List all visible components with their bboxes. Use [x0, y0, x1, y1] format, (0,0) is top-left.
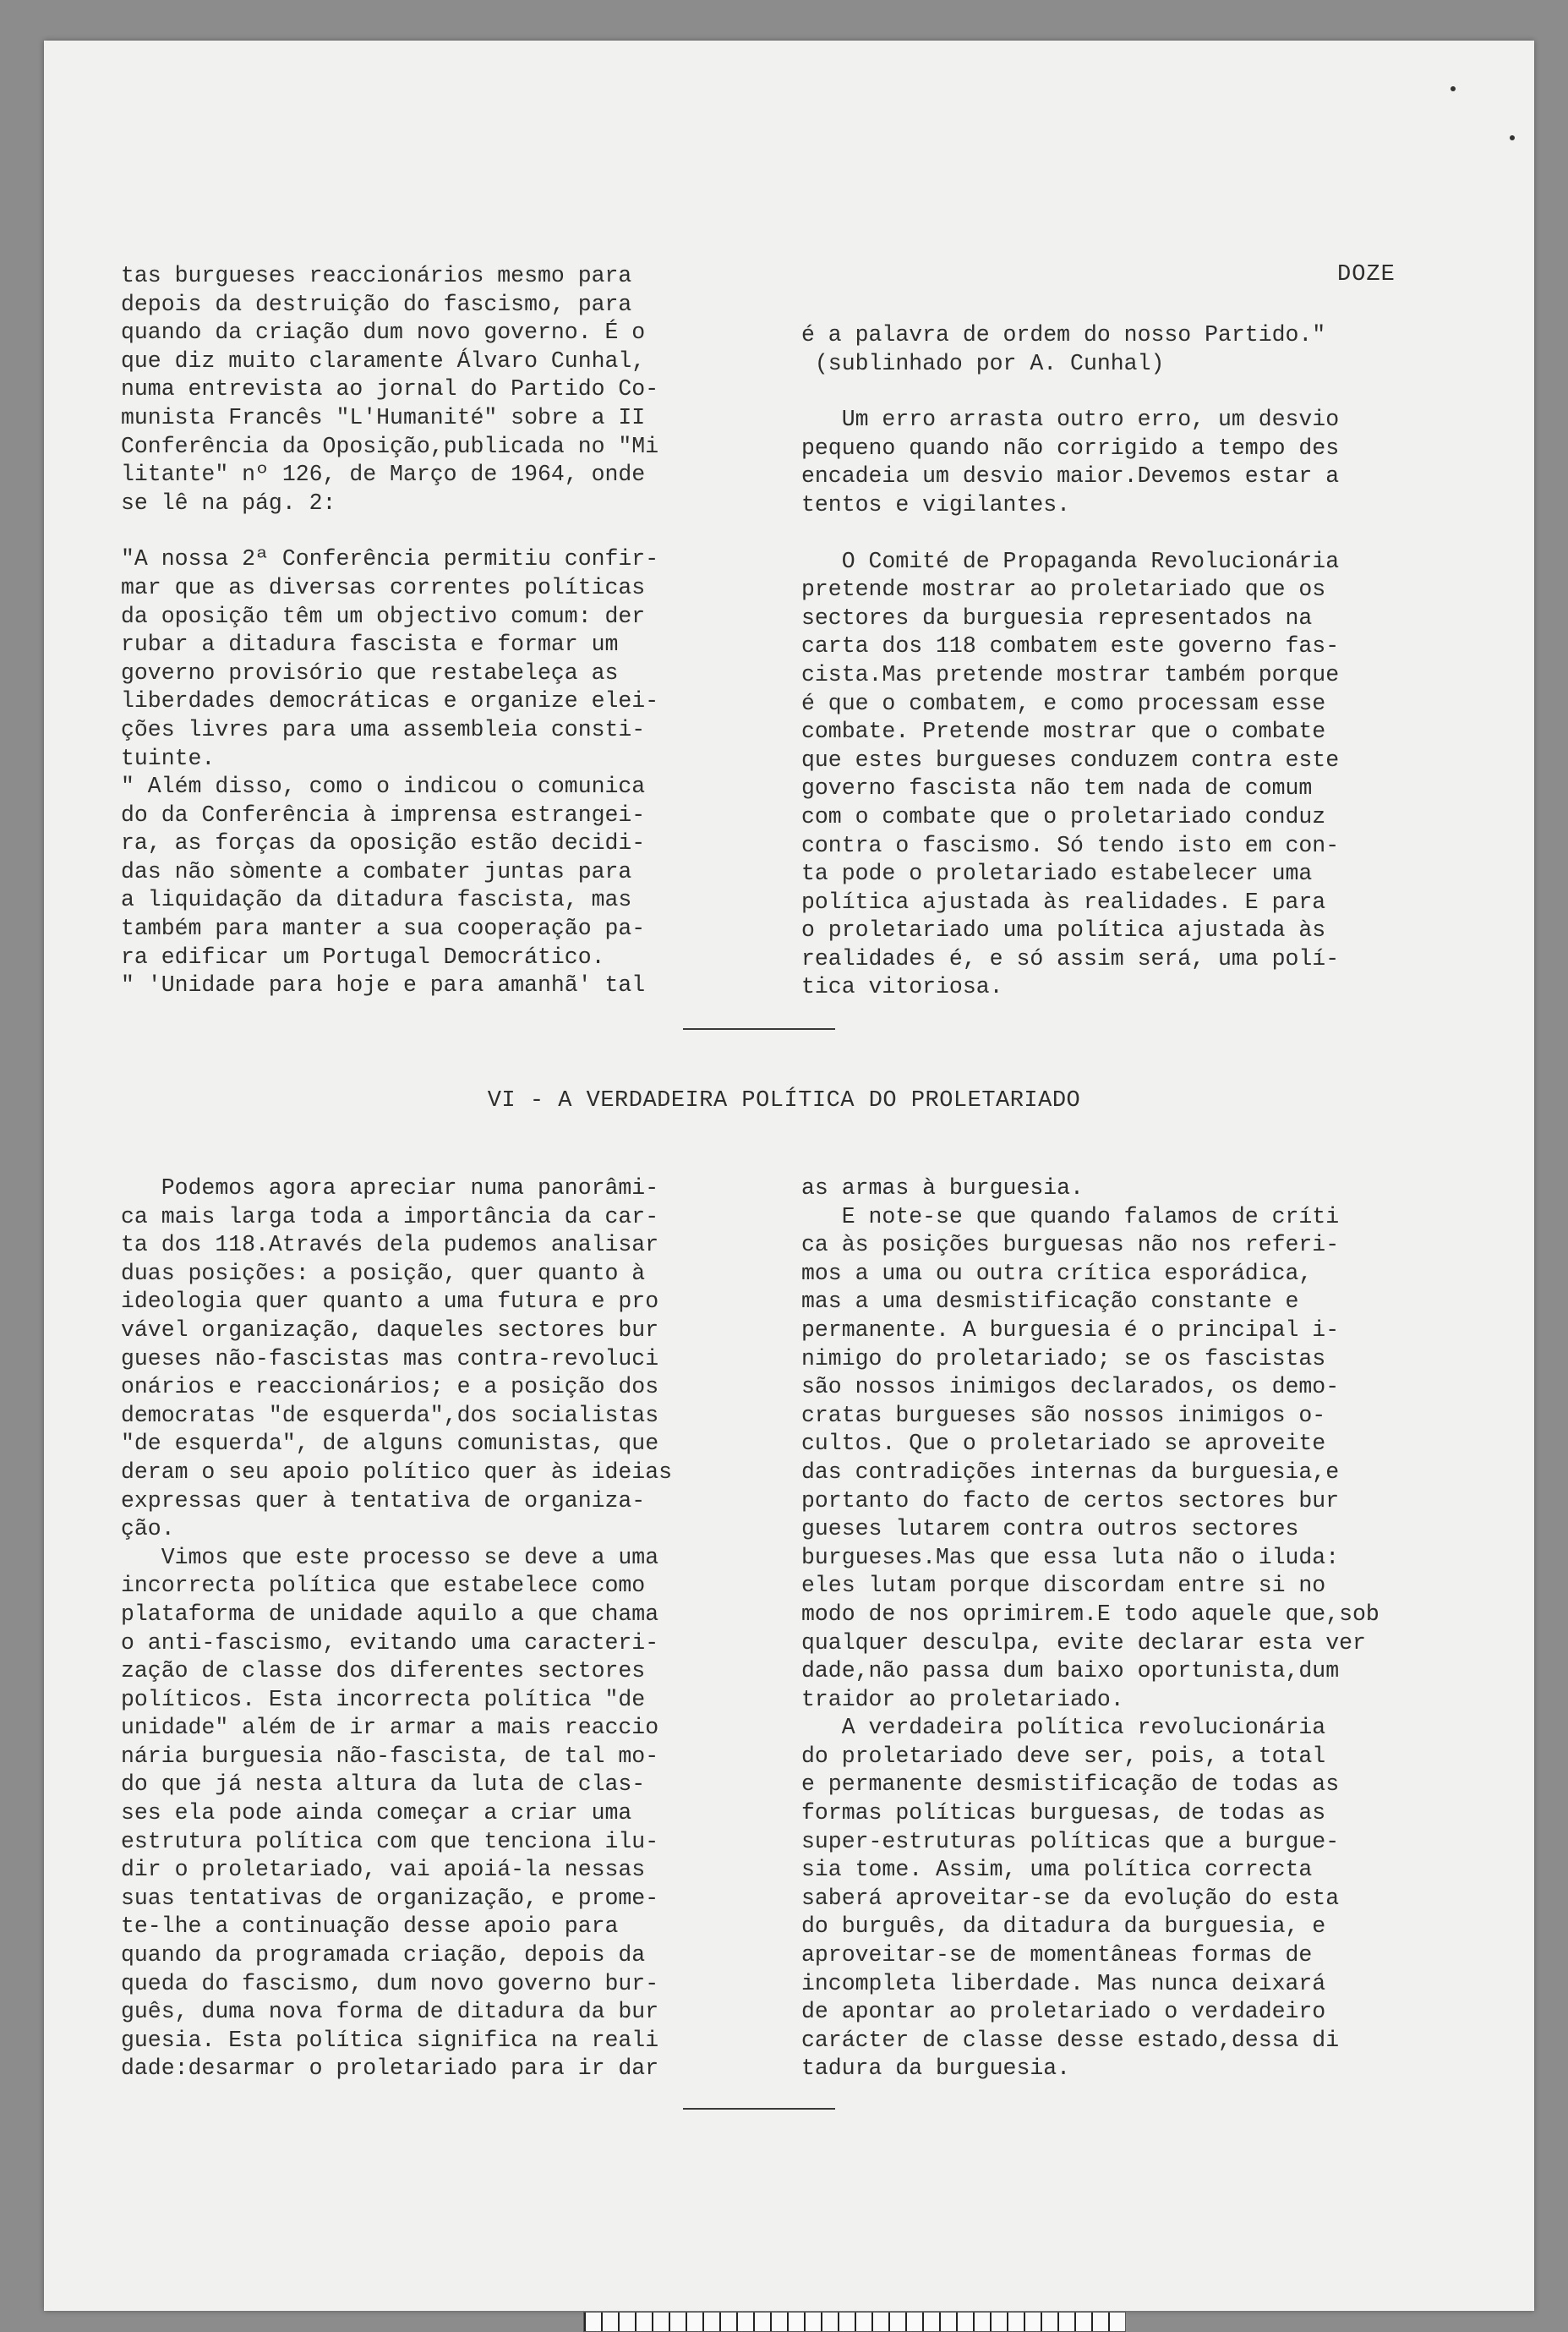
text-line: onários e reaccionários; e a posição dos: [121, 1374, 659, 1400]
text-line: [801, 520, 1339, 548]
text-line: " Além disso, como o indicou o comunica: [121, 774, 646, 800]
text-line: com o combate que o proletariado conduz: [801, 803, 1326, 829]
text-line: as armas à burguesia.: [801, 1175, 1084, 1201]
text-line: das não sòmente a combater juntas para: [121, 858, 632, 884]
text-line: liberdades democráticas e organize elei-: [121, 688, 659, 714]
text-line: ca às posições burguesas não nos referi-: [801, 1232, 1340, 1258]
text-line: Podemos agora apreciar numa panorâmi-: [121, 1175, 659, 1201]
text-line: política ajustada às realidades. E para: [801, 889, 1326, 915]
text-line: se lê na pág. 2:: [121, 490, 336, 516]
text-line: ca mais larga toda a importância da car-: [121, 1203, 659, 1229]
text-line: guesia. Esta política significa na reali: [121, 2027, 659, 2053]
text-line: guês, duma nova forma de ditadura da bur: [121, 1999, 659, 2025]
text-line: pequeno quando não corrigido a tempo des: [801, 435, 1340, 461]
text-line: vável organização, daqueles sectores bur: [121, 1317, 659, 1343]
text-line: governo fascista não tem nada de comum: [801, 775, 1313, 802]
text-line: o anti-fascismo, evitando uma caracteri-: [121, 1629, 659, 1656]
text-line: Conferência da Oposição,publicada no "Mi: [121, 433, 659, 459]
scale-ruler: [583, 2312, 1126, 2332]
text-line: é que o combatem, e como processam esse: [801, 690, 1326, 716]
section-title: VI - A VERDADEIRA POLÍTICA DO PROLETARIADO: [487, 1088, 1081, 1114]
text-line: pretende mostrar ao proletariado que os: [801, 577, 1326, 603]
text-line: (sublinhado por A. Cunhal): [801, 350, 1165, 376]
text-line: ideologia quer quanto a uma futura e pro: [121, 1289, 659, 1315]
text-line: portanto do facto de certos sectores bur: [801, 1487, 1340, 1514]
text-line: ra edificar um Portugal Democrático.: [121, 944, 605, 970]
text-line: é a palavra de ordem do nosso Partido.": [801, 322, 1326, 348]
text-line: gueses não-fascistas mas contra-revoluci: [121, 1345, 659, 1371]
text-line: mas a uma desmistificação constante e: [801, 1289, 1299, 1315]
text-line: das contradições internas da burguesia,e: [801, 1459, 1340, 1485]
text-column-1: [121, 262, 658, 1000]
text-line: também para manter a sua cooperação pa-: [121, 916, 646, 942]
text-line: realidades é, e só assim será, uma polí-: [801, 945, 1340, 972]
text-line: incorrecta política que estabelece como: [121, 1573, 646, 1599]
text-line: cista.Mas pretende mostrar também porque: [801, 661, 1340, 687]
text-line: nária burguesia não-fascista, de tal mo-: [121, 1743, 659, 1769]
text-line: tentos e vigilantes.: [801, 491, 1071, 517]
text-line: mos a uma ou outra crítica esporádica,: [801, 1260, 1313, 1286]
text-line: formas políticas burguesas, de todas as: [801, 1800, 1326, 1826]
text-line: ses ela pode ainda começar a criar uma: [121, 1800, 632, 1826]
text-line: sia tome. Assim, uma política correcta: [801, 1857, 1313, 1883]
text-column-4: [801, 1174, 1380, 2083]
text-line: do que já nesta altura da luta de clas-: [121, 1771, 646, 1798]
text-line: modo de nos oprimirem.E todo aquele que,sob: [801, 1601, 1380, 1627]
text-line: O Comité de Propaganda Revolucionária: [801, 548, 1340, 574]
text-line: nimigo do proletariado; se os fascistas: [801, 1345, 1326, 1371]
text-line: ra, as forças da oposição estão decidi-: [121, 830, 646, 857]
text-line: A verdadeira política revolucionária: [801, 1715, 1326, 1741]
page-number: DOZE: [1337, 262, 1396, 287]
text-line: permanente. A burguesia é o principal i-: [801, 1317, 1340, 1343]
text-line: contra o fascismo. Só tendo isto em con-: [801, 832, 1340, 858]
text-line: gueses lutarem contra outros sectores: [801, 1516, 1299, 1542]
text-line: tas burgueses reaccionários mesmo para: [121, 263, 632, 288]
text-line: unidade" além de ir armar a mais reaccio: [121, 1715, 659, 1741]
text-line: que estes burgueses conduzem contra este: [801, 747, 1340, 773]
text-line: encadeia um desvio maior.Devemos estar a: [801, 463, 1340, 490]
text-line: Um erro arrasta outro erro, um desvio: [801, 407, 1340, 433]
text-line: de apontar ao proletariado o verdadeiro: [801, 1999, 1326, 2025]
text-line: queda do fascismo, dum novo governo bur-: [121, 1970, 659, 1996]
text-line: deram o seu apoio político quer às ideias: [121, 1459, 673, 1485]
text-line: ções livres para uma assembleia consti-: [121, 716, 646, 742]
end-divider: [683, 2108, 835, 2110]
text-line: ta pode o proletariado estabelecer uma: [801, 861, 1313, 887]
text-line: o proletariado uma política ajustada às: [801, 917, 1326, 944]
text-line: [801, 378, 1339, 406]
text-line: te-lhe a continuação desse apoio para: [121, 1913, 619, 1940]
text-line: são nossos inimigos declarados, os demo-: [801, 1374, 1340, 1400]
text-line: dir o proletariado, vai apoiá-la nessas: [121, 1857, 646, 1883]
text-line: saberá aproveitar-se da evolução do esta: [801, 1885, 1340, 1911]
text-line: plataforma de unidade aquilo a que chama: [121, 1601, 659, 1627]
text-line: dade:desarmar o proletariado para ir dar: [121, 2056, 659, 2082]
text-line: depois da destruição do fascismo, para: [121, 291, 632, 317]
text-line: tica vitoriosa.: [801, 974, 1003, 1000]
text-line: mar que as diversas correntes políticas: [121, 574, 646, 600]
text-line: Vimos que este processo se deve a uma: [121, 1544, 659, 1570]
text-line: super-estruturas políticas que a burgue-: [801, 1828, 1340, 1854]
text-line: a liquidação da ditadura fascista, mas: [121, 887, 632, 913]
text-line: democratas "de esquerda",dos socialistas: [121, 1402, 659, 1428]
punch-mark: [1510, 135, 1515, 140]
text-line: ta dos 118.Através dela pudemos analisar: [121, 1232, 659, 1258]
text-line: ção.: [121, 1516, 175, 1542]
text-line: carta dos 118 combatem este governo fas-: [801, 633, 1340, 660]
text-line: traidor ao proletariado.: [801, 1686, 1124, 1712]
text-line: carácter de classe desse estado,dessa di: [801, 2027, 1340, 2053]
punch-mark: [1451, 86, 1456, 91]
text-line: políticos. Esta incorrecta política "de: [121, 1686, 646, 1712]
text-line: quando da criação dum novo governo. É o: [121, 320, 646, 346]
text-line: rubar a ditadura fascista e formar um: [121, 632, 619, 658]
text-line: do burguês, da ditadura da burguesia, e: [801, 1913, 1326, 1940]
text-line: suas tentativas de organização, e prome-: [121, 1885, 659, 1911]
text-line: combate. Pretende mostrar que o combate: [801, 719, 1326, 745]
text-line: " 'Unidade para hoje e para amanhã' tal: [121, 972, 646, 999]
text-line: qualquer desculpa, evite declarar esta ver: [801, 1629, 1366, 1656]
text-line: aproveitar-se de momentâneas formas de: [801, 1942, 1313, 1968]
text-line: munista Francês "L'Humanité" sobre a II: [121, 404, 646, 430]
text-line: zação de classe dos diferentes sectores: [121, 1658, 646, 1684]
text-line: do da Conferência à imprensa estrangei-: [121, 802, 646, 828]
text-line: dade,não passa dum baixo oportunista,dum: [801, 1658, 1340, 1684]
text-line: numa entrevista ao jornal do Partido Co-: [121, 376, 659, 402]
text-line: "de esquerda", de alguns comunistas, que: [121, 1431, 659, 1457]
text-line: cratas burgueses são nossos inimigos o-: [801, 1402, 1326, 1428]
text-line: tadura da burguesia.: [801, 2056, 1071, 2082]
text-line: duas posições: a posição, quer quanto à: [121, 1260, 646, 1286]
text-line: litante" nº 126, de Março de 1964, onde: [121, 462, 646, 488]
text-line: do proletariado deve ser, pois, a total: [801, 1743, 1326, 1769]
text-line: [121, 517, 658, 545]
text-line: governo provisório que restabeleça as: [121, 660, 619, 686]
text-line: tuinte.: [121, 745, 216, 771]
text-line: eles lutam porque discordam entre si no: [801, 1573, 1326, 1599]
text-column-2: [801, 321, 1339, 1002]
text-line: expressas quer à tentativa de organiza-: [121, 1487, 646, 1514]
text-line: e permanente desmistificação de todas as: [801, 1771, 1340, 1798]
text-line: quando da programada criação, depois da: [121, 1942, 646, 1968]
text-line: sectores da burguesia representados na: [801, 605, 1313, 631]
text-line: incompleta liberdade. Mas nunca deixará: [801, 1970, 1326, 1996]
text-line: burgueses.Mas que essa luta não o iluda:: [801, 1544, 1340, 1570]
section-divider: [683, 1028, 835, 1030]
text-line: cultos. Que o proletariado se aproveite: [801, 1431, 1326, 1457]
text-line: estrutura política com que tenciona ilu-: [121, 1828, 659, 1854]
text-line: "A nossa 2ª Conferência permitiu confir-: [121, 546, 659, 572]
text-line: E note-se que quando falamos de críti: [801, 1203, 1340, 1229]
text-column-3: [121, 1174, 672, 2083]
text-line: da oposição têm um objectivo comum: der: [121, 603, 646, 629]
text-line: que diz muito claramente Álvaro Cunhal,: [121, 348, 646, 374]
